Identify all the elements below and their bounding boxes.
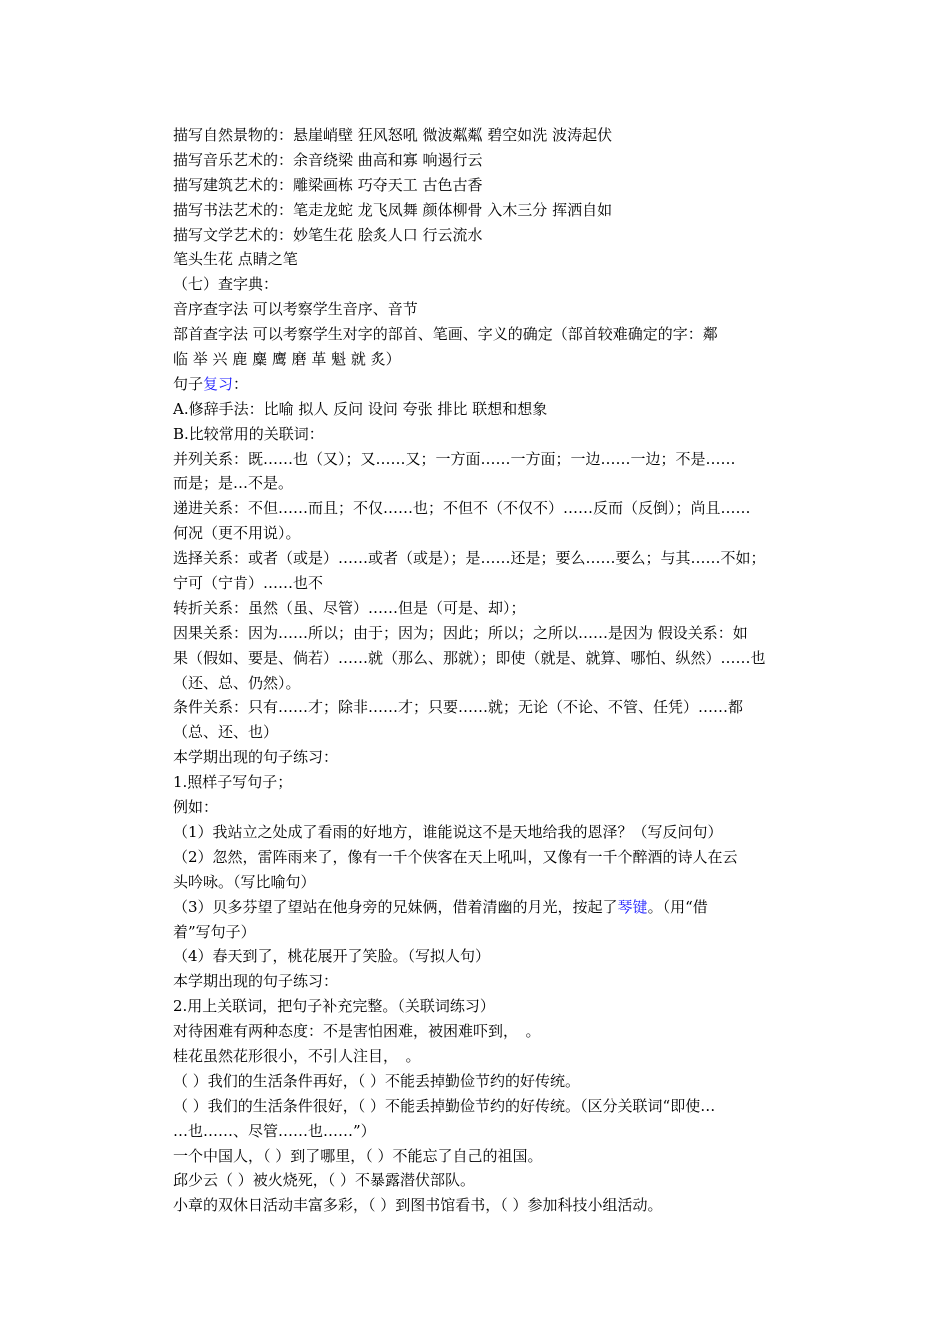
text-line: 条件关系：只有……才；除非……才；只要……就；无论（不论、不管、任凭）……都 [173,698,744,717]
example-3-line [173,895,785,920]
text-line: 本学期出现的句子练习： [173,972,339,991]
text-line: 何况（更不用说）。 [173,524,301,543]
text-line: A.修辞手法：比喻 拟人 反问 设问 夸张 排比 联想和想象 [173,399,548,418]
text-line: 本学期出现的句子练习： [173,748,339,767]
example-3-after: 。（用 [647,897,686,916]
document-body [173,123,785,1218]
text-line: （1）我站立之处成了看雨的好地方，谁能说这不是天地给我的恩泽？（写反问句） [173,822,723,841]
text-line: 并列关系：既……也（又）；又……又；一方面……一方面；一边……一边；不是…… [173,449,736,468]
example-3-before: （3）贝多芬望了望站在他身旁的兄妹俩，借着清幽的月光，按起了 [173,897,618,916]
text-line: 描写音乐艺术的：余音绕梁 曲高和寡 响遏行云 [173,150,483,169]
sentence-review-heading [173,372,785,397]
section-heading-dictionary: （七）查字典： [173,275,279,294]
text-line: B.比较常用的关联词： [173,424,324,443]
text-line: 描写自然景物的：悬崖峭壁 狂风怒吼 微波粼粼 碧空如洗 波涛起伏 [173,126,613,144]
text-line: 一个中国人，（ ）到了哪里，（ ）不能忘了自己的祖国。 [173,1146,543,1165]
text-line: 头吟咏。（写比喻句） [173,872,316,891]
text-line: 着”写句子） [173,922,256,941]
text-line: 果（假如、要是、倘若）……就（那么、那就）；即使（就是、就算、哪怕、纵然）……也 [173,648,766,667]
text-line: …也……、尽管……也……”） [173,1121,376,1140]
sentence-review-prefix: 句子 [173,374,204,393]
text-line: 转折关系：虽然（虽、尽管）……但是（可是、却）； [173,598,526,617]
text-line: 音序查字法 可以考察学生音序、音节 [173,300,418,319]
text-line: 桂花虽然花形很小，不引人注目， 。 [173,1046,421,1065]
text-line: 描写建筑艺术的：雕梁画栋 巧夺天工 古色古香 [173,175,483,194]
text-line: 例如： [173,798,219,817]
text-line: 2.用上关联词，把句子补充完整。（关联词练习） [173,997,495,1016]
text-line: 递进关系：不但……而且；不仅……也；不但不（不仅不）……反而（反倒）；尚且…… [173,499,751,518]
text-line: （2）忽然，雷阵雨来了，像有一千个侠客在天上吼叫，又像有一千个醉酒的诗人在云 [173,847,738,866]
text-line: （4）春天到了，桃花展开了笑脸。（写拟人句） [173,947,491,966]
text-line: 临 举 兴 鹿 麋 鹰 磨 革 魁 就 炙） [173,350,401,369]
text-line: 描写书法艺术的：笔走龙蛇 龙飞凤舞 颜体柳骨 入木三分 挥洒自如 [173,200,613,219]
text-line: 对待困难有两种态度：不是害怕困难，被困难吓到， 。 [173,1022,541,1041]
text-line: 邱少云（ ）被火烧死，（ ）不暴露潜伏部队。 [173,1171,476,1190]
text-line: 因果关系：因为……所以；由于；因为；因此；所以；之所以……是因为 假设关系：如 [173,623,748,642]
sentence-review-suffix: ： [233,374,249,393]
text-line: 1.照样子写句子； [173,773,293,792]
text-line: （总、还、也） [173,723,279,742]
text-line: 小章的双休日活动丰富多彩，（ ）到图书馆看书，（ ）参加科技小组活动。 [173,1196,663,1215]
text-line: 笔头生花 点睛之笔 [173,250,298,269]
text-line: （ ）我们的生活条件再好，（ ）不能丢掉勤俭节约的好传统。 [173,1071,581,1090]
text-line: 宁可（宁肯）……也不 [173,574,324,593]
text-line: 选择关系：或者（或是）……或者（或是）；是……还是；要么……要么；与其……不如； [173,549,766,568]
text-line: （ ）我们的生活条件很好，（ ）不能丢掉勤俭节约的好传统。（区分关联词“即使… [173,1096,716,1115]
example-3-tail: “借 [685,897,708,916]
text-line: 部首查字法 可以考察学生对字的部首、笔画、字义的确定（部首较难确定的字：鄰 [173,325,718,344]
piano-keys-link[interactable]: 琴键 [617,897,648,916]
text-line: 描写文学艺术的：妙笔生花 脍炙人口 行云流水 [173,225,483,244]
text-line: 而是；是…不是。 [173,474,294,493]
review-link[interactable]: 复习 [203,374,234,393]
text-line: （还、总、仍然）。 [173,673,301,692]
